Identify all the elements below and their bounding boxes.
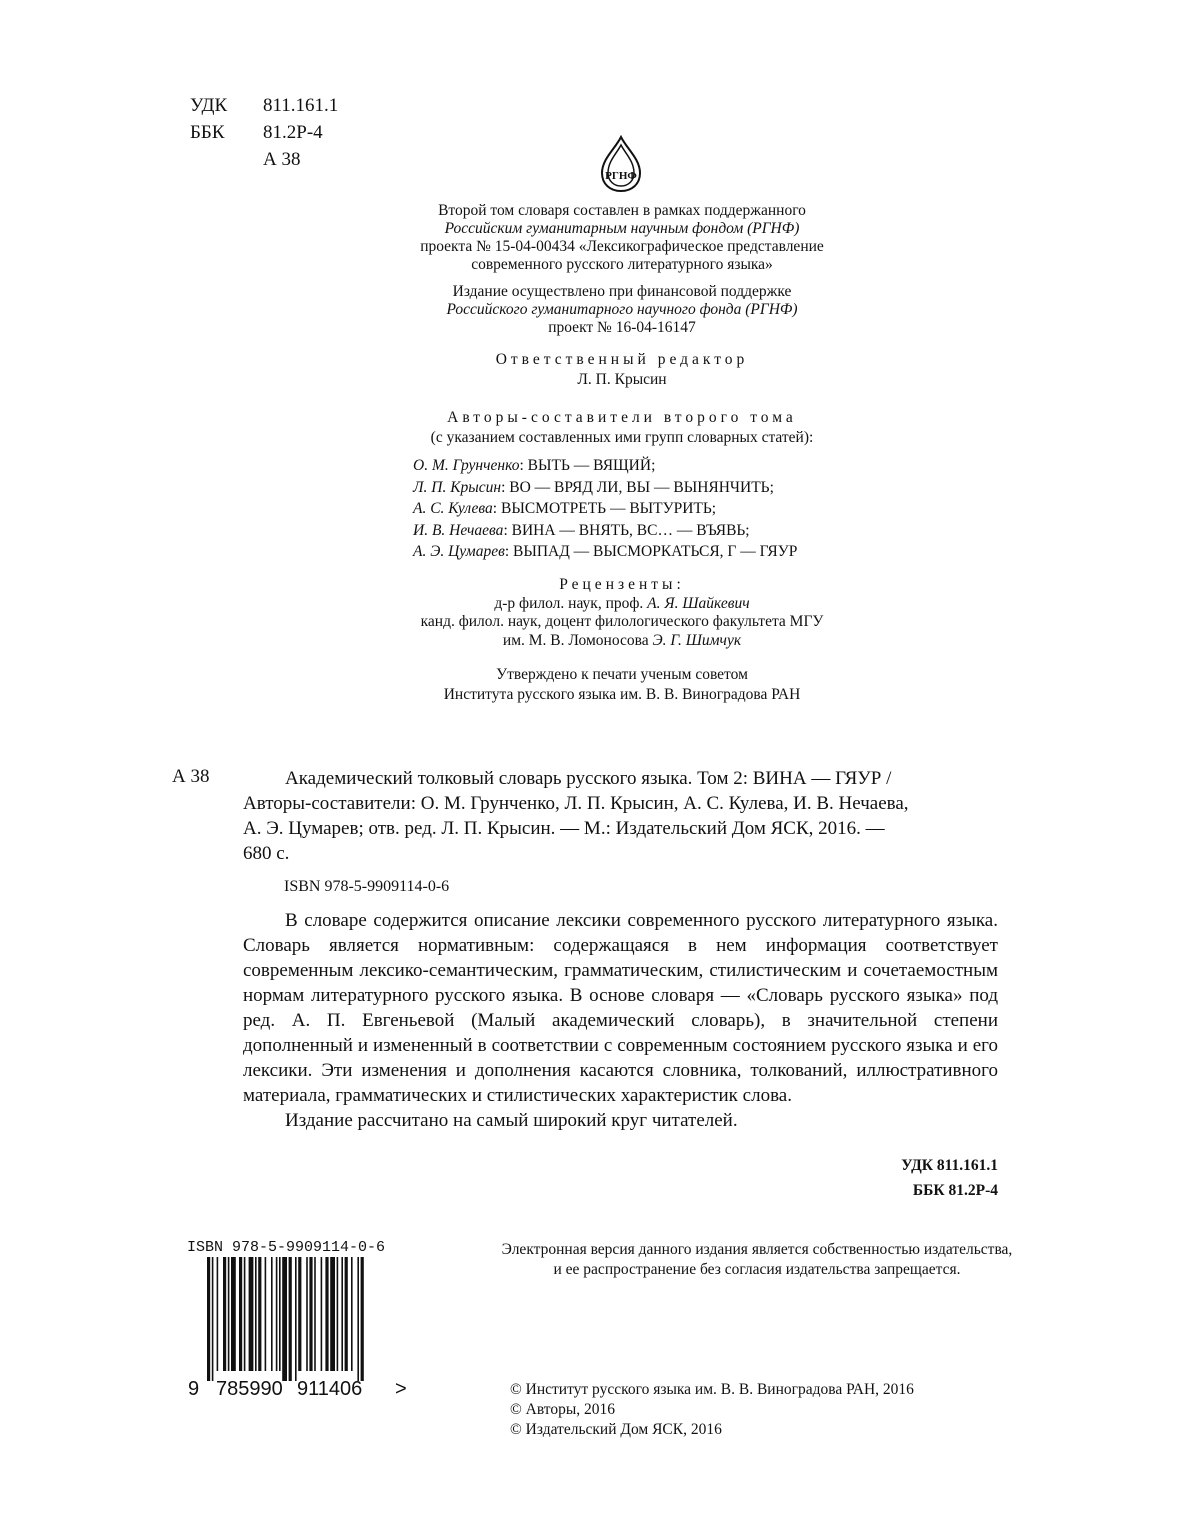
publication-line: Российского гуманитарного научного фонда (РГНФ) xyxy=(446,301,798,318)
udk-code: УДК 811.161.1 xyxy=(901,1157,998,1174)
reviewer-line: им. М. В. Ломоносова Э. Г. Шимчук xyxy=(502,631,742,649)
reviewers-heading: Рецензенты: xyxy=(559,576,685,593)
logo-text: РГНФ xyxy=(605,170,637,182)
author-name: А. С. Кулева xyxy=(413,500,493,518)
isbn-barcode xyxy=(187,1237,412,1402)
copyright-block xyxy=(510,1380,914,1440)
barcode-bar xyxy=(239,1257,242,1371)
list-item xyxy=(413,477,797,499)
list-item xyxy=(413,455,797,477)
barcode-bar xyxy=(357,1257,359,1381)
author-range: : ВЫСМОТРЕТЬ — ВЫТУРИТЬ; xyxy=(492,500,717,518)
bibliography-line: Академический толковый словарь русского языка. Том 2: ВИНА — ГЯУР / xyxy=(285,768,892,789)
barcode-bar xyxy=(314,1257,316,1371)
rights-notice xyxy=(430,1240,1084,1280)
list-item xyxy=(413,541,797,563)
authors-heading: Авторы-составители второго тома xyxy=(447,409,797,426)
barcode-top-text: ISBN 978-5-9909114-0-6 xyxy=(187,1239,386,1256)
barcode-bar xyxy=(244,1257,246,1371)
publication-line: Издание осуществлено при финансовой поддержке xyxy=(452,283,792,300)
copyright-line: © Издательский Дом ЯСК, 2016 xyxy=(510,1421,722,1438)
classification-block xyxy=(190,92,338,173)
barcode-bar xyxy=(351,1257,353,1371)
author-name: О. М. Грунченко xyxy=(413,457,520,474)
reviewer-name: А. Я. Шайкевич xyxy=(647,594,750,612)
barcode-bar xyxy=(258,1257,261,1371)
barcode-bar xyxy=(212,1257,214,1381)
grant-line: Второй том словаря составлен в рамках поддержанного xyxy=(438,202,806,219)
reviewer-name: Э. Г. Шимчук xyxy=(652,631,742,649)
notice-line: Электронная версия данного издания является собственностью издательства, xyxy=(501,1241,1013,1258)
barcode-bars xyxy=(207,1257,364,1381)
authors-heading-block xyxy=(290,408,954,448)
copyright-line: © Авторы, 2016 xyxy=(510,1401,616,1418)
list-item xyxy=(413,520,797,542)
bbk-code: ББК 81.2Р-4 xyxy=(912,1182,998,1199)
grant-line: проекта № 15-04-00434 «Лексикографическое представление xyxy=(420,238,824,255)
notice-line: и ее распространение без согласия издательства запрещается. xyxy=(553,1261,961,1278)
barcode-bar xyxy=(295,1257,297,1381)
barcode-arrow: > xyxy=(395,1378,407,1400)
reviewer-line: канд. филол. наук, доцент филологического факультета МГУ xyxy=(420,613,824,630)
bibliography-code: А 38 xyxy=(172,766,210,787)
barcode-bar xyxy=(217,1257,219,1371)
barcode-bar xyxy=(282,1257,287,1381)
approved-line: Утверждено к печати ученым советом xyxy=(496,666,748,683)
barcode-bar xyxy=(231,1257,236,1371)
abstract-paragraph: Издание рассчитано на самый широкий круг читателей. xyxy=(285,1110,738,1131)
barcode-bar xyxy=(361,1257,364,1381)
copyright-line: © Институт русского языка им. В. В. Виноградова РАН, 2016 xyxy=(510,1381,914,1398)
barcode-bar xyxy=(298,1257,301,1371)
udk-label: УДК xyxy=(190,95,228,116)
author-mark: А 38 xyxy=(263,149,301,170)
barcode-bar xyxy=(207,1257,210,1381)
barcode-bar xyxy=(276,1257,278,1371)
barcode-bar xyxy=(345,1257,348,1371)
editor-name: Л. П. Крысин xyxy=(577,371,667,388)
classification-codes-bottom xyxy=(780,1153,998,1203)
barcode-bar xyxy=(337,1257,339,1371)
barcode-bar xyxy=(306,1257,308,1371)
author-name: И. В. Нечаева xyxy=(413,521,504,539)
author-range: : ВЫТЬ — ВЯЩИЙ; xyxy=(519,457,656,474)
grant-block xyxy=(330,202,914,274)
author-range: : ВЫПАД — ВЫСМОРКАТЬСЯ, Г — ГЯУР xyxy=(504,543,798,561)
barcode-bar xyxy=(341,1257,343,1371)
editor-block xyxy=(330,350,914,390)
bibliography-line: 680 с. xyxy=(243,843,290,864)
bibliography-line: А. Э. Цумарев; отв. ред. Л. П. Крысин. — М.: Издательский Дом ЯСК, 2016. — xyxy=(243,818,885,839)
abstract xyxy=(243,908,998,1133)
publication-line: проект № 16-04-16147 xyxy=(548,319,696,336)
barcode-bar xyxy=(321,1257,323,1371)
barcode-first-digit: 9 xyxy=(188,1378,200,1400)
author-range: : ВИНА — ВНЯТЬ, ВС… — ВЪЯВЬ; xyxy=(503,521,750,539)
barcode-bar xyxy=(279,1257,281,1371)
reviewer-line: д-р филол. наук, проф. А. Я. Шайкевич xyxy=(494,594,750,612)
grant-line: современного русского литературного языка» xyxy=(471,256,773,273)
list-item xyxy=(413,498,797,520)
barcode-bar xyxy=(265,1257,267,1371)
barcode-left-digits: 785990 xyxy=(216,1378,283,1400)
abstract-paragraph: В словаре содержится описание лексики современного русского литературного языка. Словарь является нормативным: содержащаяся в нем информация соответствует современным лексико-семантическим, грамматическим, стилистическим и сочетаемостным нормам литературного русского языка. В основе словаря — «Словарь русского языка» под ред. А. П. Евгеньевой (Малый академический словарь), в значительной степени дополненный и измененный в соответствии с современным состоянием русского языка и его лексики. Эти изменения и дополнения касаются словника, толкований, иллюстративного материала, грамматических и стилистических характеристик слова. xyxy=(243,910,998,1106)
author-name: А. Э. Цумарев xyxy=(413,543,505,561)
author-name: Л. П. Крысин xyxy=(413,478,502,496)
bbk-label: ББК xyxy=(190,122,225,143)
barcode-bar xyxy=(330,1257,335,1371)
editor-heading: Ответственный редактор xyxy=(495,351,749,368)
barcode-bar xyxy=(255,1257,257,1371)
reviewers-block xyxy=(330,576,914,650)
publication-block xyxy=(330,283,914,337)
isbn-line: ISBN 978-5-9909114-0-6 xyxy=(284,878,450,895)
barcode-bar xyxy=(228,1257,230,1371)
authors-subheading: (с указанием составленных ими групп словарных статей): xyxy=(430,429,814,446)
authors-list xyxy=(413,455,797,563)
bbk-value: 81.2Р-4 xyxy=(263,122,323,143)
barcode-bar xyxy=(223,1257,226,1371)
grant-line: Российским гуманитарным научным фондом (РГНФ) xyxy=(444,220,800,237)
barcode-bar xyxy=(325,1257,328,1371)
rgnf-logo-icon xyxy=(598,135,644,193)
udk-value: 811.161.1 xyxy=(263,95,339,116)
author-range: : ВО — ВРЯД ЛИ, ВЫ — ВЫНЯНЧИТЬ; xyxy=(501,478,774,496)
approved-block xyxy=(330,665,914,705)
bibliography-line: Авторы-составители: О. М. Грунченко, Л. П. Крысин, А. С. Кулева, И. В. Нечаева, xyxy=(243,793,909,814)
barcode-bar xyxy=(289,1257,292,1381)
barcode-right-digits: 911406 xyxy=(297,1378,363,1400)
barcode-bar xyxy=(271,1257,273,1371)
barcode-bar xyxy=(309,1257,312,1371)
bibliography-record xyxy=(243,766,998,866)
barcode-bar xyxy=(249,1257,254,1371)
approved-line: Института русского языка им. В. В. Виноградова РАН xyxy=(443,686,801,703)
